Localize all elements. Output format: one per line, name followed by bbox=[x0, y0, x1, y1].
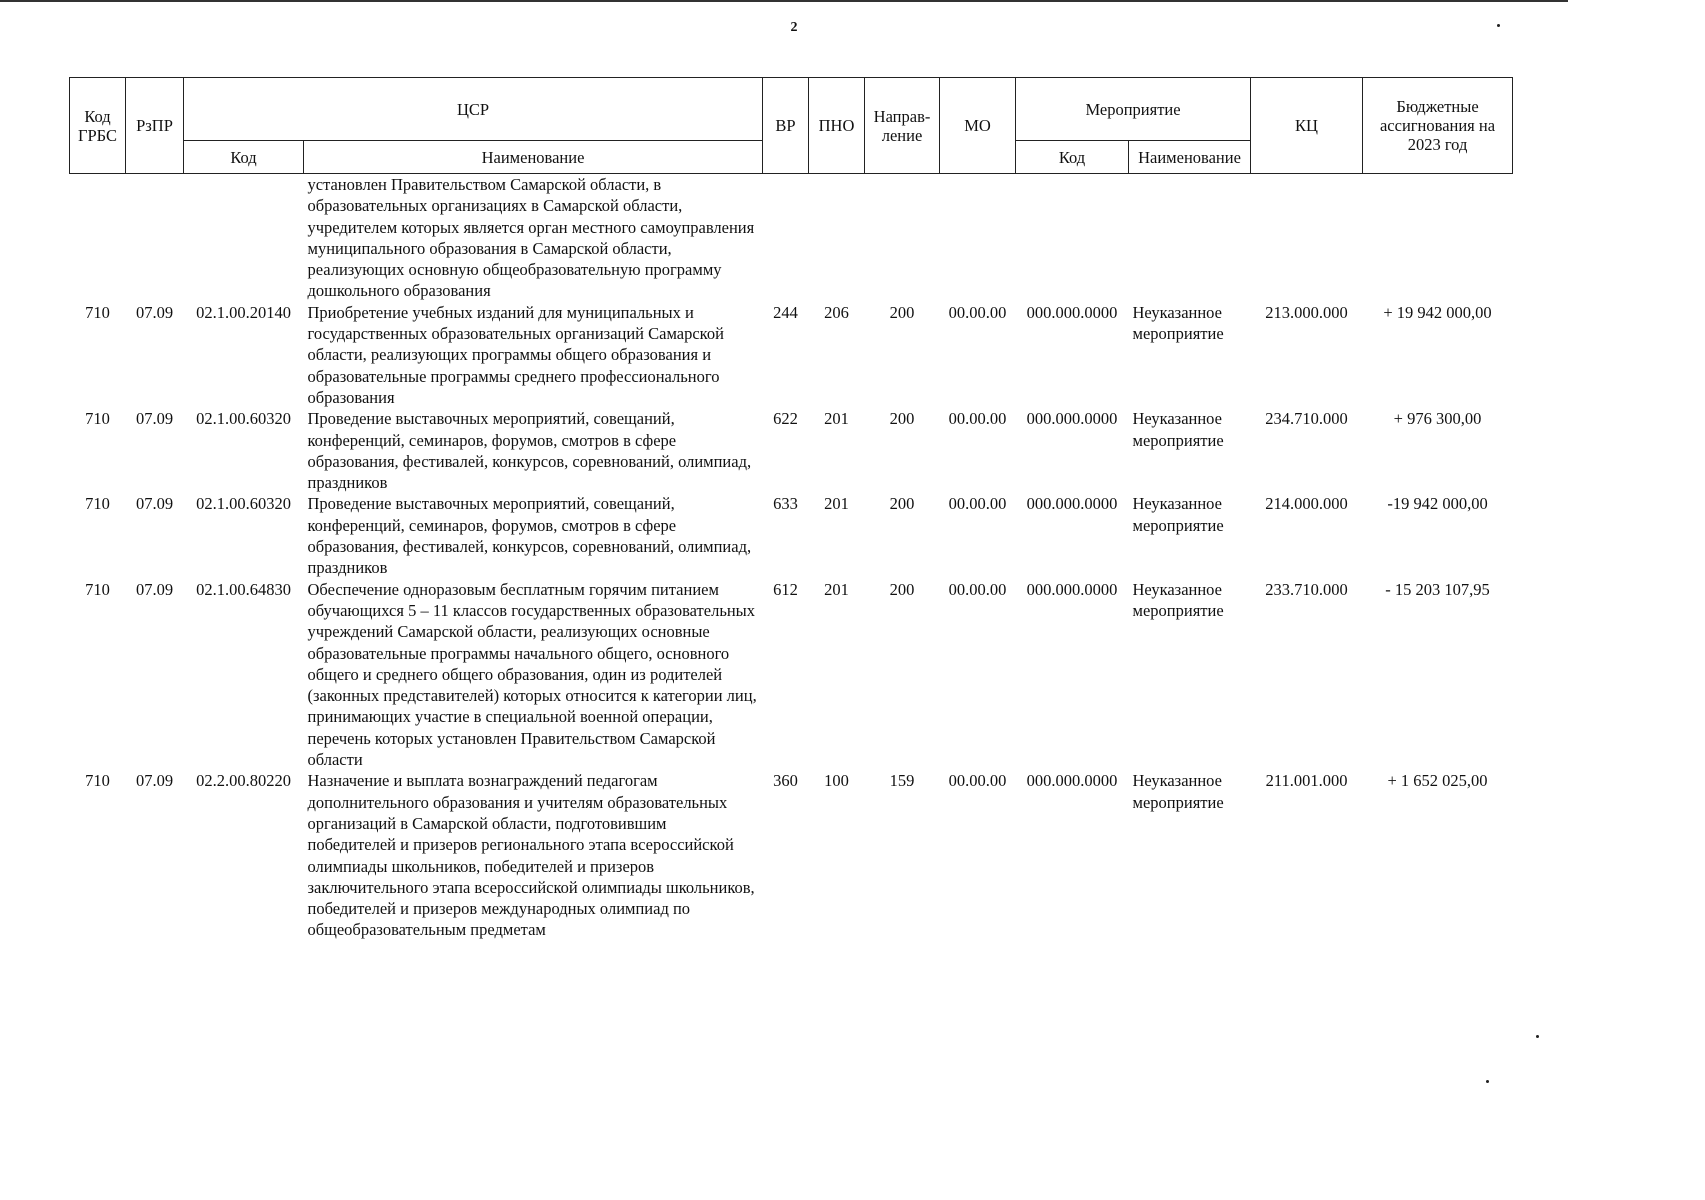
table-body bbox=[70, 174, 1513, 941]
table-row bbox=[70, 302, 1513, 408]
header-mo: МО bbox=[940, 78, 1016, 174]
header-vr: ВР bbox=[763, 78, 809, 174]
cell-napr: 200 bbox=[889, 409, 915, 429]
cell-mo: 00.00.00 bbox=[948, 771, 1007, 791]
cell-kc: 213.000.000 bbox=[1265, 302, 1348, 322]
budget-table bbox=[69, 77, 1513, 941]
cell-vr: 360 bbox=[773, 771, 798, 791]
cell-rzpr: 07.09 bbox=[135, 409, 174, 429]
cell-mo: 00.00.00 bbox=[948, 494, 1007, 514]
cell-amount: - 15 203 107,95 bbox=[1385, 579, 1490, 599]
cell-vr: 244 bbox=[773, 302, 798, 322]
cell-amount: -19 942 000,00 bbox=[1387, 494, 1488, 514]
cell-grbs: 710 bbox=[85, 302, 110, 322]
cell-pno: 201 bbox=[824, 409, 849, 429]
cell-kc: 214.000.000 bbox=[1265, 494, 1348, 514]
scan-speck bbox=[1486, 1080, 1489, 1083]
scan-speck bbox=[1536, 1035, 1539, 1038]
cell-amount: + 19 942 000,00 bbox=[1383, 302, 1492, 322]
cell-napr: 159 bbox=[889, 771, 915, 791]
cell-name: Обеспечение одноразовым бесплатным горячим питанием обучающихся 5 – 11 классов государственных образовательных учреждений Самарской области, реализующих основные образовательные программы начального общего, основного общего и среднего общего образования, один из родителей (законных представителей) которых относится к категории лиц, принимающих участие в специальной военной операции, перечень которых установлен Правительством Самарской области bbox=[307, 579, 757, 770]
header-csr-kod: Код bbox=[184, 141, 304, 174]
header-mer-kod: Код bbox=[1016, 141, 1129, 174]
cell-event-name: Неуказанное мероприятие bbox=[1132, 579, 1224, 620]
cell-kc: 211.001.000 bbox=[1265, 771, 1348, 791]
header-pno: ПНО bbox=[809, 78, 865, 174]
continuation-text: установлен Правительством Самарской области, в образовательных организациях в Самарской области, учредителем которых является орган местного самоуправления муниципального образования в Самарской области, реализующих основную общеобразовательную программу дошкольного образования bbox=[307, 175, 755, 301]
cell-kc: 233.710.000 bbox=[1265, 579, 1348, 599]
cell-event-code: 000.000.0000 bbox=[1026, 771, 1118, 791]
cell-grbs: 710 bbox=[85, 409, 110, 429]
table-row bbox=[70, 408, 1513, 493]
table-header bbox=[70, 78, 1513, 174]
cell-csr-code: 02.1.00.20140 bbox=[196, 302, 291, 322]
cell-napr: 200 bbox=[889, 494, 915, 514]
cell-event-name: Неуказанное мероприятие bbox=[1132, 409, 1224, 450]
page-number: 2 bbox=[790, 20, 798, 35]
table-row bbox=[70, 579, 1513, 771]
cell-rzpr: 07.09 bbox=[135, 579, 174, 599]
cell-pno: 206 bbox=[824, 302, 849, 322]
cell-csr-code: 02.1.00.64830 bbox=[196, 579, 291, 599]
cell-pno: 100 bbox=[824, 771, 849, 791]
cell-csr-code: 02.1.00.60320 bbox=[196, 409, 291, 429]
header-napravlenie: Направ-ление bbox=[865, 78, 940, 174]
header-meropriyatie: Мероприятие bbox=[1016, 78, 1251, 141]
cell-vr: 622 bbox=[773, 409, 798, 429]
cell-grbs: 710 bbox=[85, 494, 110, 514]
header-kod-grbs: Код ГРБС bbox=[70, 78, 126, 174]
cell-mo: 00.00.00 bbox=[948, 409, 1007, 429]
cell-mo: 00.00.00 bbox=[948, 579, 1007, 599]
header-csr-name: Наименование bbox=[304, 141, 763, 174]
cell-rzpr: 07.09 bbox=[135, 771, 174, 791]
scan-speck bbox=[1497, 24, 1500, 27]
page-top-edge bbox=[0, 0, 1568, 2]
cell-name: Приобретение учебных изданий для муниципальных и государственных образовательных организаций Самарской области, реализующих программы общего образования и образовательные программы среднего профессионального образования bbox=[307, 302, 724, 407]
cell-event-name: Неуказанное мероприятие bbox=[1132, 302, 1224, 344]
cell-vr: 633 bbox=[773, 494, 798, 514]
cell-rzpr: 07.09 bbox=[135, 494, 174, 514]
cell-csr-code: 02.1.00.60320 bbox=[196, 494, 291, 514]
cell-event-code: 000.000.0000 bbox=[1026, 494, 1118, 514]
cell-amount: + 1 652 025,00 bbox=[1387, 771, 1488, 791]
table-row bbox=[70, 770, 1513, 940]
cell-mo: 00.00.00 bbox=[948, 302, 1007, 322]
cell-vr: 612 bbox=[773, 579, 798, 599]
header-mer-name: Наименование bbox=[1129, 141, 1251, 174]
cell-kc: 234.710.000 bbox=[1265, 409, 1348, 429]
header-csr: ЦСР bbox=[184, 78, 763, 141]
cell-rzpr: 07.09 bbox=[135, 302, 174, 322]
continuation-row bbox=[70, 174, 1513, 302]
cell-pno: 201 bbox=[824, 494, 849, 514]
cell-napr: 200 bbox=[889, 579, 915, 599]
cell-pno: 201 bbox=[824, 579, 849, 599]
cell-name: Проведение выставочных мероприятий, совещаний, конференций, семинаров, форумов, смотров в сфере образования, фестивалей, конкурсов, соревнований, олимпиад, праздников bbox=[307, 494, 752, 578]
cell-name: Назначение и выплата вознаграждений педагогам дополнительного образования и учителям образовательных организаций в Самарской области, подготовившим победителей и призеров регионального этапа всероссийской олимпиады школьников, победителей и призеров заключительного этапа всероссийской олимпиады школьников, победителей и призеров международных олимпиад по общеобразовательным предметам bbox=[307, 771, 755, 940]
cell-csr-code: 02.2.00.80220 bbox=[196, 771, 291, 791]
header-budget: Бюджетные ассигнования на 2023 год bbox=[1363, 78, 1513, 174]
cell-grbs: 710 bbox=[85, 579, 110, 599]
cell-event-code: 000.000.0000 bbox=[1026, 579, 1118, 599]
cell-event-code: 000.000.0000 bbox=[1026, 409, 1118, 429]
cell-amount: + 976 300,00 bbox=[1393, 409, 1482, 429]
cell-name: Проведение выставочных мероприятий, совещаний, конференций, семинаров, форумов, смотров в сфере образования, фестивалей, конкурсов, соревнований, олимпиад, праздников bbox=[307, 409, 752, 493]
header-rzpr: РзПР bbox=[126, 78, 184, 174]
cell-event-name: Неуказанное мероприятие bbox=[1132, 494, 1224, 535]
table-row bbox=[70, 493, 1513, 578]
cell-event-code: 000.000.0000 bbox=[1026, 302, 1118, 322]
cell-napr: 200 bbox=[889, 302, 915, 322]
cell-event-name: Неуказанное мероприятие bbox=[1132, 771, 1224, 812]
header-kc: КЦ bbox=[1251, 78, 1363, 174]
cell-grbs: 710 bbox=[85, 771, 110, 791]
